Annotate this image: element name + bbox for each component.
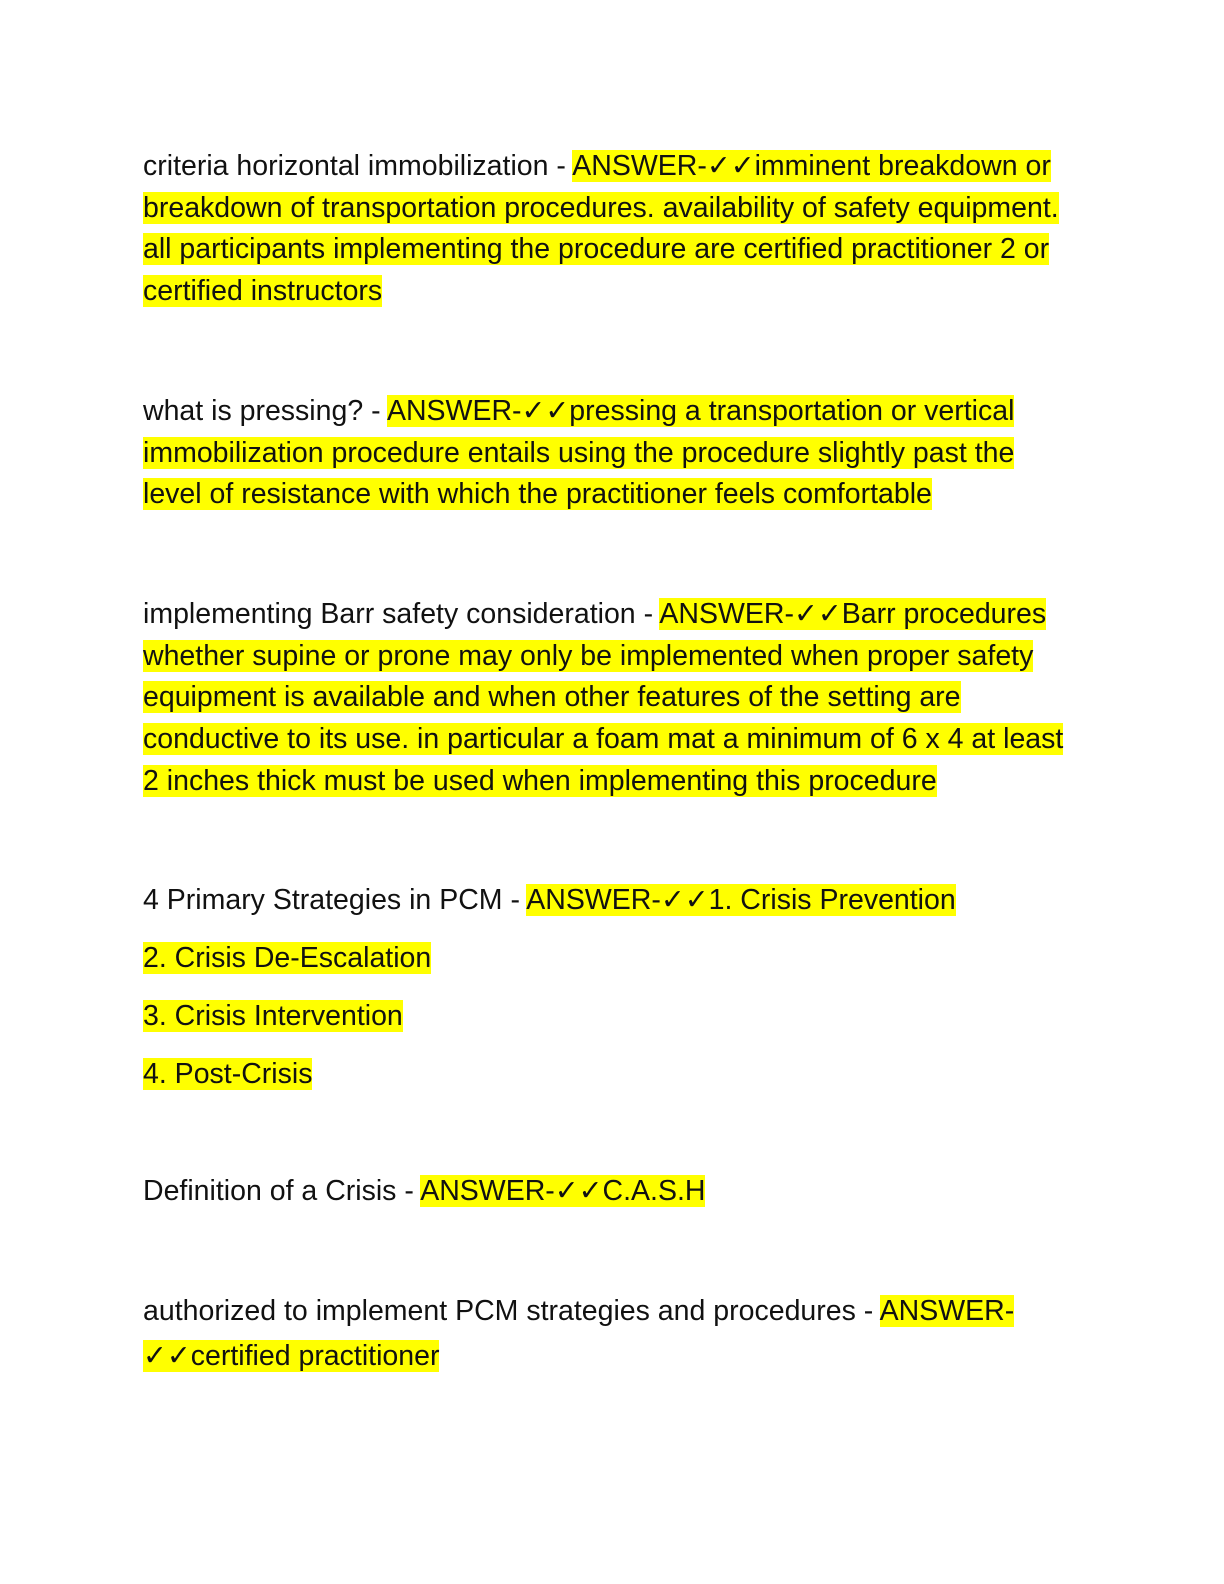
- answer-text: ANSWER-✓✓Barr procedures whether supine or prone may only be implemented when proper safety equipment is available and when other features of the setting are conductive to its use. in particular a foam mat a minimum of 6 x 4 at least 2 inches thick must be used when implementing this procedure: [143, 597, 1064, 797]
- list-item-text: 2. Crisis De-Escalation: [143, 942, 432, 975]
- list-item: [143, 938, 1078, 980]
- list-item: [143, 1054, 1078, 1096]
- list-item-text: 3. Crisis Intervention: [143, 999, 403, 1032]
- answer-text: ANSWER-✓✓certified practitioner: [143, 1294, 1015, 1372]
- qa-entry-authorized: [143, 1289, 1078, 1379]
- answer-text: ANSWER-✓✓imminent breakdown or breakdown of transportation procedures. availability of safety equipment. all participants implementing the procedure are certified practitioner 2 or certified instructors: [143, 150, 1059, 308]
- question-text: 4 Primary Strategies in PCM -: [143, 884, 527, 917]
- qa-entry-pressing: [143, 391, 1078, 516]
- question-text: Definition of a Crisis -: [143, 1175, 421, 1208]
- question-text: authorized to implement PCM strategies and procedures -: [143, 1294, 880, 1327]
- qa-entry-crisis-definition: [143, 1171, 1078, 1213]
- question-text: what is pressing? -: [143, 394, 387, 427]
- answer-text: ANSWER-✓✓pressing a transportation or vertical immobilization procedure entails using the procedure slightly past the level of resistance with which the practitioner feels comfortable: [143, 394, 1015, 511]
- question-text: implementing Barr safety consideration -: [143, 597, 660, 630]
- document-page: [143, 146, 1078, 1379]
- qa-entry-horizontal-immobilization: [143, 146, 1078, 313]
- answer-text: ANSWER-✓✓C.A.S.H: [420, 1175, 706, 1208]
- question-text: criteria horizontal immobilization -: [143, 150, 573, 182]
- answer-text: ANSWER-✓✓1. Crisis Prevention: [526, 884, 956, 917]
- qa-entry-barr-safety: [143, 594, 1078, 803]
- list-item-text: 4. Post-Crisis: [143, 1057, 313, 1090]
- list-item: [143, 996, 1078, 1038]
- qa-entry-primary-strategies: [143, 880, 1078, 922]
